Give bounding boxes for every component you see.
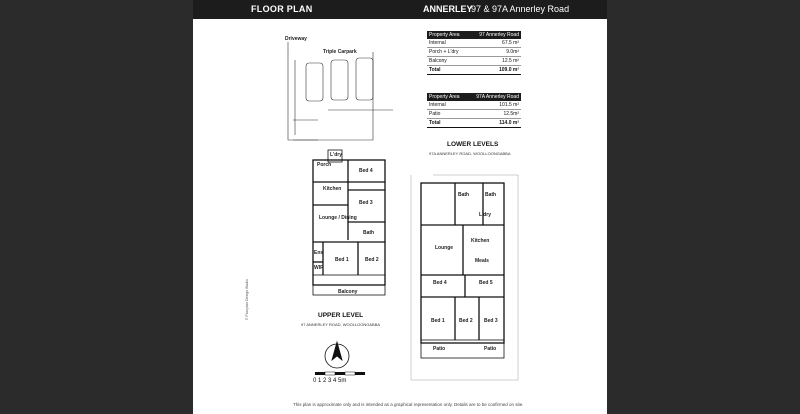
label-bed3-lower: Bed 3 bbox=[484, 318, 498, 324]
table-head-right: 97A Annerley Road bbox=[476, 94, 519, 100]
row-label: Internal bbox=[429, 102, 446, 108]
car-1 bbox=[306, 63, 323, 101]
label-balcony: Balcony bbox=[338, 289, 358, 295]
table-head-left: Property Area bbox=[429, 94, 460, 100]
car-2 bbox=[331, 60, 348, 100]
row-label: Internal bbox=[429, 40, 446, 46]
label-bath-upper: Bath bbox=[363, 230, 375, 236]
row-value: 12.5m² bbox=[503, 111, 519, 117]
row-label: Total bbox=[429, 67, 441, 73]
row-value: 114.0 m² bbox=[499, 120, 519, 126]
label-ldry-upper: L'dry bbox=[330, 152, 343, 158]
row-label: Total bbox=[429, 120, 441, 126]
row-value: 9.0m² bbox=[506, 49, 519, 55]
table-head-right: 97 Annerley Road bbox=[479, 32, 519, 38]
label-bed4-lower: Bed 4 bbox=[433, 280, 447, 286]
label-bed5-lower: Bed 5 bbox=[479, 280, 493, 286]
label-bath-lower-1: Bath bbox=[458, 192, 470, 198]
table-head-left: Property Area bbox=[429, 32, 460, 38]
side-credit: © Floorplan Design Studio bbox=[245, 279, 249, 320]
label-lounge-lower: Lounge bbox=[435, 245, 454, 251]
floor-plan-drawing bbox=[193, 0, 607, 414]
label-wir-upper: WIR bbox=[314, 265, 324, 271]
label-bed1-lower: Bed 1 bbox=[431, 318, 445, 324]
label-lounge-upper: Lounge / Dining bbox=[319, 215, 357, 221]
lower-level-title: LOWER LEVELS bbox=[447, 141, 499, 148]
lower-level-subtitle: 97A ANNERLEY ROAD, WOOLLOONGABBA bbox=[429, 151, 511, 156]
label-driveway: Driveway bbox=[285, 36, 307, 42]
header-suburb: ANNERLEY bbox=[423, 4, 473, 14]
row-label: Patio bbox=[429, 111, 441, 117]
label-bed3-upper: Bed 3 bbox=[359, 200, 373, 206]
label-bed1-upper: Bed 1 bbox=[335, 257, 349, 263]
footer-disclaimer: This plan is approximate only and is intended as a graphical representation only. Details are to be confirmed on site. bbox=[293, 402, 524, 407]
label-patio-1: Patio bbox=[433, 346, 446, 352]
label-bed2-lower: Bed 2 bbox=[459, 318, 473, 324]
label-patio-2: Patio bbox=[484, 346, 497, 352]
row-value: 67.5 m² bbox=[502, 40, 519, 46]
label-ldry-lower: L'dry bbox=[479, 212, 492, 218]
label-kitchen-upper: Kitchen bbox=[323, 186, 342, 192]
label-bed4-upper: Bed 4 bbox=[359, 168, 373, 174]
row-value: 12.5 m² bbox=[502, 58, 519, 64]
lower-level-plan bbox=[421, 183, 504, 358]
label-meals: Meals bbox=[475, 258, 489, 264]
floor-plan-sheet bbox=[193, 0, 607, 414]
label-ens-upper: Ens bbox=[314, 250, 324, 256]
label-bath-lower-2: Bath bbox=[485, 192, 497, 198]
label-bed2-upper: Bed 2 bbox=[365, 257, 379, 263]
row-value: 109.0 m² bbox=[498, 67, 519, 73]
row-label: Balcony bbox=[429, 58, 447, 64]
row-label: Porch + L'dry bbox=[429, 49, 459, 55]
carpark-outline bbox=[288, 42, 373, 140]
label-porch: Porch bbox=[317, 162, 332, 168]
header-address: 97 & 97A Annerley Road bbox=[471, 4, 570, 14]
car-3 bbox=[356, 58, 373, 100]
scale-labels: 0 1 2 3 4 5m bbox=[313, 378, 347, 384]
upper-level-title: UPPER LEVEL bbox=[318, 312, 364, 319]
row-value: 101.5 m² bbox=[499, 102, 519, 108]
scale-bar bbox=[315, 372, 365, 375]
label-kitchen-lower: Kitchen bbox=[471, 238, 490, 244]
header-title: FLOOR PLAN bbox=[251, 4, 313, 14]
upper-level-plan bbox=[313, 150, 385, 295]
upper-level-subtitle: 97 ANNERLEY ROAD, WOOLLOONGABBA bbox=[301, 322, 381, 327]
label-carpark: Triple Carpark bbox=[323, 49, 357, 55]
north-arrow bbox=[325, 342, 349, 368]
